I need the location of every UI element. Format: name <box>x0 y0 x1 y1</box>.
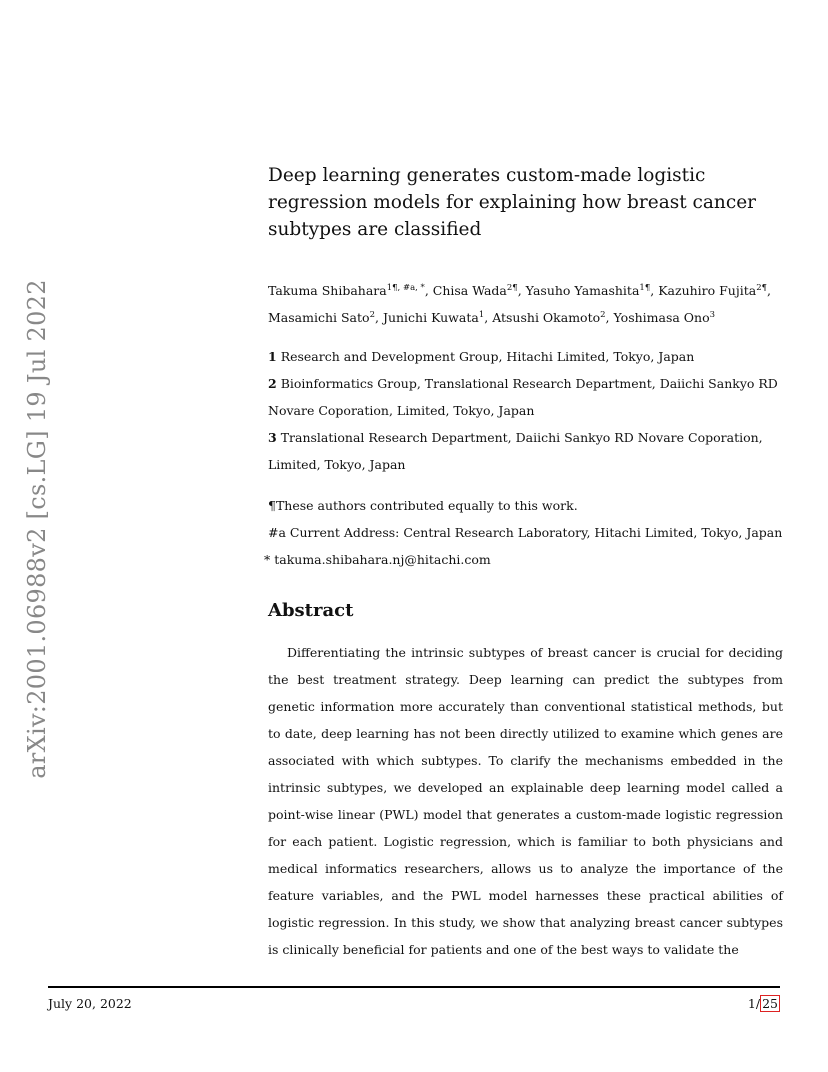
author-name: Kazuhiro Fujita <box>658 283 757 298</box>
affiliation-item <box>268 370 783 424</box>
author-name: Takuma Shibahara <box>268 283 387 298</box>
affiliation-list <box>268 343 783 478</box>
author-affil-mark: 3 <box>709 309 716 320</box>
author-name: Yoshimasa Ono <box>613 310 710 325</box>
author-name: Atsushi Okamoto <box>492 310 601 325</box>
author-affil-mark: 2¶ <box>506 282 518 293</box>
author-notes <box>264 492 783 573</box>
paper-content <box>264 162 783 963</box>
author-name: Yasuho Yamashita <box>525 283 640 298</box>
affiliation-number: 2 <box>268 376 277 391</box>
abstract-heading: Abstract <box>268 600 354 621</box>
author-affil-mark: 2¶ <box>756 282 768 293</box>
affiliation-text: Research and Development Group, Hitachi Limited, Tokyo, Japan <box>280 349 695 364</box>
arxiv-sidebar-stamp <box>20 279 54 779</box>
page-total-link[interactable]: 25 <box>762 996 778 1011</box>
page-current: 1/ <box>747 996 761 1011</box>
author-affil-mark: 1¶, #a, * <box>386 282 425 293</box>
affiliation-text: Bioinformatics Group, Translational Research Department, Daiichi Sankyo RD Novare Coporation, Limited, Tokyo, Japan <box>268 376 778 418</box>
footer-date: July 20, 2022 <box>48 996 132 1011</box>
equal-contribution-note: ¶These authors contributed equally to this work. <box>268 498 578 513</box>
author-list: Takuma Shibahara$^{1\P, \#a, *}$, Chisa Wada$^{2\P}$, Yasuho Yamashita$^{1\P}$, Kazuhiro Fujita$^{2\P}$, Masamichi Sato$^2$, Junichi Kuwata$^1$, Atsushi Okamoto$^2$, Yoshimasa Ono$^3$ <box>268 282 772 325</box>
author-affil-mark: 2 <box>600 309 606 320</box>
current-address-note: #a Current Address: Central Research Laboratory, Hitachi Limited, Tokyo, Japan <box>268 525 783 540</box>
footer-divider <box>48 986 780 988</box>
affiliation-number: 1 <box>268 349 277 364</box>
corresponding-email[interactable]: * takuma.shibahara.nj@hitachi.com <box>264 552 491 567</box>
affiliation-item <box>268 343 783 370</box>
author-affil-mark: 1 <box>478 309 485 320</box>
author-name: Junichi Kuwata <box>382 310 479 325</box>
affiliation-item <box>268 424 783 478</box>
paper-title: Deep learning generates custom-made logistic regression models for explaining how breast cancer subtypes are classified <box>268 165 756 240</box>
arxiv-id-text: arXiv:2001.06988v2 [cs.LG] 19 Jul 2022 <box>23 279 51 779</box>
abstract-body: Differentiating the intrinsic subtypes of breast cancer is crucial for deciding the best treatment strategy. Deep learning can predict the subtypes from genetic information more accurately than conventional statistical methods, but to date, deep learning has not been directly utilized to examine which genes are associated with which subtypes. To clarify the mechanisms embedded in the intrinsic subtypes, we developed an explainable deep learning model called a point-wise linear (PWL) model that generates a custom-made logistic regression for each patient. Logistic regression, which is familiar to both physicians and medical informatics researchers, allows us to analyze the importance of the feature variables, and the PWL model harnesses these practical abilities of logistic regression. In this study, we show that analyzing breast cancer subtypes is clinically beneficial for patients and one of the best ways to validate the <box>268 645 783 957</box>
page-number <box>748 996 780 1011</box>
author-affil-mark: 2 <box>369 309 375 320</box>
affiliation-text: Translational Research Department, Daiichi Sankyo RD Novare Coporation, Limited, Tokyo, Japan <box>268 430 763 472</box>
author-name: Chisa Wada <box>432 283 507 298</box>
author-name: Masamichi Sato <box>268 310 370 325</box>
author-affil-mark: 1¶ <box>639 282 651 293</box>
affiliation-number: 3 <box>268 430 277 445</box>
